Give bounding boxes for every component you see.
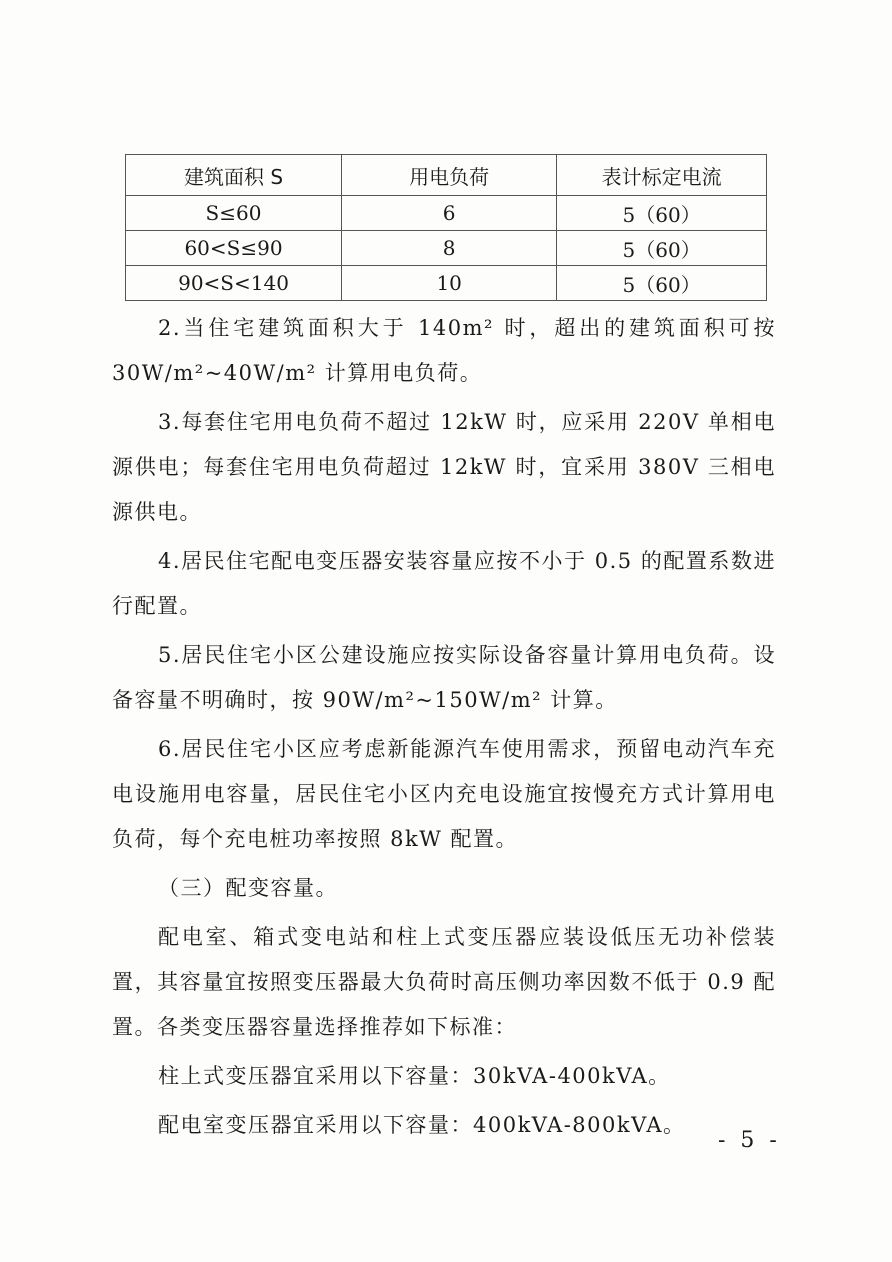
- table-cell: 10: [342, 266, 557, 301]
- paragraph-item-6: 6.居民住宅小区应考虑新能源汽车使用需求，预留电动汽车充电设施用电容量，居民住宅小区内充电设施宜按慢充方式计算用电负荷，每个充电桩功率按照 8kW 配置。: [112, 737, 776, 851]
- header-meter-current: 表计标定电流: [557, 155, 767, 196]
- header-building-area: 建筑面积 S: [126, 155, 342, 196]
- table-row: [126, 196, 767, 231]
- load-table: [125, 154, 767, 301]
- table-cell: 6: [342, 196, 557, 231]
- paragraph-item-2: 2.当住宅建筑面积大于 140m² 时，超出的建筑面积可按 30W/m²~40W/m² 计算用电负荷。: [112, 316, 776, 385]
- header-electric-load: 用电负荷: [342, 155, 557, 196]
- table-cell: S≤60: [126, 196, 342, 231]
- paragraph-pole-transformer: 柱上式变压器宜采用以下容量：30kVA-400kVA。: [158, 1064, 671, 1088]
- paragraph-item-5: 5.居民住宅小区公建设施应按实际设备容量计算用电负荷。设备容量不明确时，按 90W/m²~150W/m² 计算。: [112, 643, 776, 712]
- paragraph-room-transformer: 配电室变压器宜采用以下容量：400kVA-800kVA。: [158, 1113, 686, 1137]
- table-row: [126, 266, 767, 301]
- table-cell: 5（60）: [557, 266, 767, 301]
- table-row: [126, 231, 767, 266]
- table-cell: 90<S<140: [126, 266, 342, 301]
- table-cell: 60<S≤90: [126, 231, 342, 266]
- paragraph-compensation: 配电室、箱式变电站和柱上式变压器应装设低压无功补偿装置，其容量宜按照变压器最大负荷时高压侧功率因数不低于 0.9 配置。各类变压器容量选择推荐如下标准：: [112, 925, 776, 1039]
- paragraph-item-4: 4.居民住宅配电变压器安装容量应按不小于 0.5 的配置系数进行配置。: [112, 549, 776, 618]
- body-text: [112, 306, 776, 1152]
- table-cell: 5（60）: [557, 231, 767, 266]
- table-cell: 8: [342, 231, 557, 266]
- table-header-row: [126, 155, 767, 196]
- page-number: - 5 -: [718, 1128, 781, 1153]
- section-heading: （三）配变容量。: [158, 876, 338, 900]
- paragraph-item-3: 3.每套住宅用电负荷不超过 12kW 时，应采用 220V 单相电源供电；每套住宅用电负荷超过 12kW 时，宜采用 380V 三相电源供电。: [112, 410, 776, 524]
- table-cell: 5（60）: [557, 196, 767, 231]
